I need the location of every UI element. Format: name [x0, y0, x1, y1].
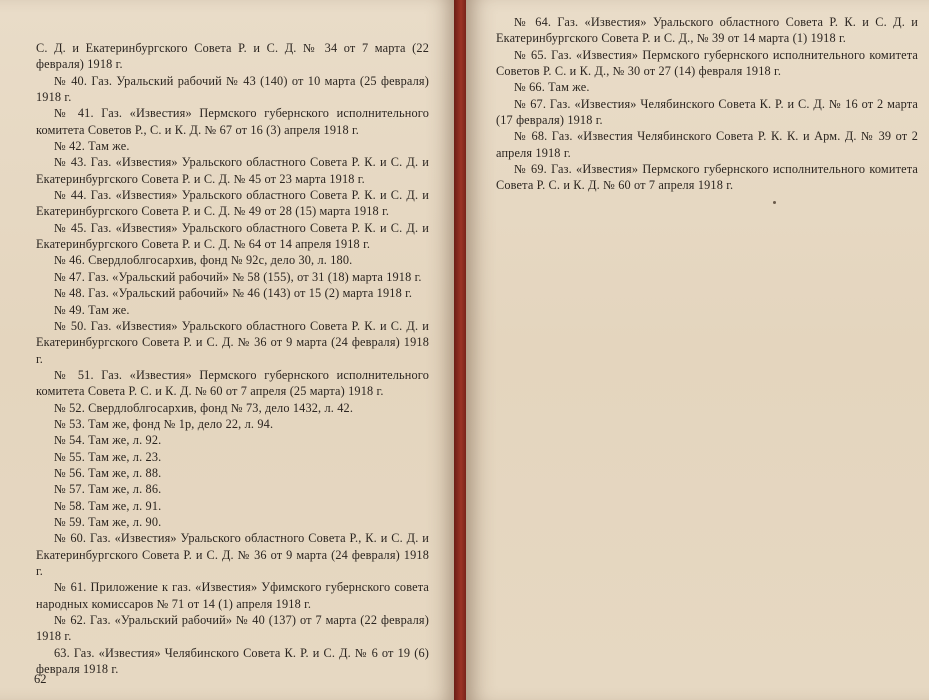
left-page — [0, 0, 456, 700]
list-item: № 45. Газ. «Известия» Уральского областного Совета Р. К. и С. Д. и Екатеринбургского Совета Р. и С. Д. № 64 от 14 апреля 1918 г. — [36, 220, 429, 252]
list-item: № 46. Свердлоблгосархив, фонд № 92с, дело 30, л. 180. — [54, 253, 353, 268]
list-item: № 59. Там же, л. 90. — [54, 514, 162, 529]
list-item: № 42. Там же. — [54, 139, 130, 154]
list-item: № 57. Там же, л. 86. — [54, 482, 162, 497]
list-item: 63. Газ. «Известия» Челябинского Совета К. Р. и С. Д. № 6 от 19 (6) февраля 1918 г. — [36, 645, 429, 677]
list-item: № 54. Там же, л. 92. — [54, 433, 162, 448]
list-item: № 48. Газ. «Уральский рабочий» № 46 (143) от 15 (2) марта 1918 г. — [54, 286, 413, 301]
list-item: № 44. Газ. «Известия» Уральского областного Совета Р. К. и С. Д. и Екатеринбургского Совета Р. и С. Д. № 49 от 28 (15) марта 1918 г. — [36, 188, 429, 219]
list-item: № 66. Там же. — [514, 80, 590, 95]
list-item: № 53. Там же, фонд № 1р, дело 22, л. 94. — [54, 416, 274, 431]
list-item: № 49. Там же. — [54, 302, 130, 317]
list-item: № 56. Там же, л. 88. — [54, 465, 162, 480]
ink-speck — [773, 201, 776, 204]
list-item: № 50. Газ. «Известия» Уральского областного Совета Р. К. и С. Д. и Екатеринбургского Совета Р. и С. Д. № 36 от 9 марта (24 февраля) 1918 г. — [36, 318, 429, 366]
right-page-text — [496, 14, 918, 194]
list-item: № 64. Газ. «Известия» Уральского областного Совета Р. К. и С. Д. и Екатеринбургского Совета Р. и С. Д., № 39 от 14 марта (1) 1918 г. — [496, 15, 918, 46]
list-item: № 61. Приложение к газ. «Известия» Уфимского губернского совета народных комиссаров № 71 от 14 (1) апреля 1918 г. — [36, 580, 429, 611]
list-item: № 40. Газ. Уральский рабочий № 43 (140) от 10 марта (25 февраля) 1918 г. — [36, 73, 429, 105]
list-item: № 52. Свердлоблгосархив, фонд № 73, дело 1432, л. 42. — [54, 400, 354, 415]
list-item: С. Д. и Екатеринбургского Совета Р. и С. Д. № 34 от 7 марта (22 февраля) 1918 г. — [36, 41, 429, 72]
list-item: № 67. Газ. «Известия» Челябинского Совета К. Р. и С. Д. № 16 от 2 марта (17 февраля) 1918 г. — [496, 96, 918, 128]
list-item: № 51. Газ. «Известия» Пермского губернского исполнительного комитета Совета Р. С. и К. Д. № 60 от 7 апреля (25 марта) 1918 г. — [36, 367, 429, 399]
list-item: № 68. Газ. «Известия Челябинского Совета Р. К. К. и Арм. Д. № 39 от 2 апреля 1918 г. — [496, 129, 918, 160]
left-page-text — [36, 40, 429, 677]
list-item: № 58. Там же, л. 91. — [54, 498, 162, 513]
list-item: № 65. Газ. «Известия» Пермского губернского исполнительного комитета Советов Р. С. и К. Д., № 30 от 27 (14) февраля 1918 г. — [496, 47, 918, 79]
list-item: № 41. Газ. «Известия» Пермского губернского исполнительного комитета Советов Р., С. и К. Д. № 67 от 16 (3) апреля 1918 г. — [36, 106, 429, 137]
list-item: № 55. Там же, л. 23. — [54, 449, 162, 464]
list-item: № 62. Газ. «Уральский рабочий» № 40 (137) от 7 марта (22 февраля) 1918 г. — [36, 613, 429, 644]
right-page — [466, 0, 929, 700]
list-item: № 69. Газ. «Известия» Пермского губернского исполнительного комитета Совета Р. С. и К. Д. № 60 от 7 апреля 1918 г. — [496, 162, 918, 193]
page-number: 62 — [34, 672, 47, 686]
list-item: № 47. Газ. «Уральский рабочий» № 58 (155), от 31 (18) марта 1918 г. — [54, 269, 422, 284]
list-item: № 43. Газ. «Известия» Уральского областного Совета Р. К. и С. Д. и Екатеринбургского Совета Р. и С. Д. № 45 от 23 марта 1918 г. — [36, 155, 429, 186]
list-item: № 60. Газ. «Известия» Уральского областного Совета Р., К. и С. Д. и Екатеринбургского Совета Р. и С. Д. № 36 от 9 марта (24 февраля) 1918 г. — [36, 531, 429, 578]
